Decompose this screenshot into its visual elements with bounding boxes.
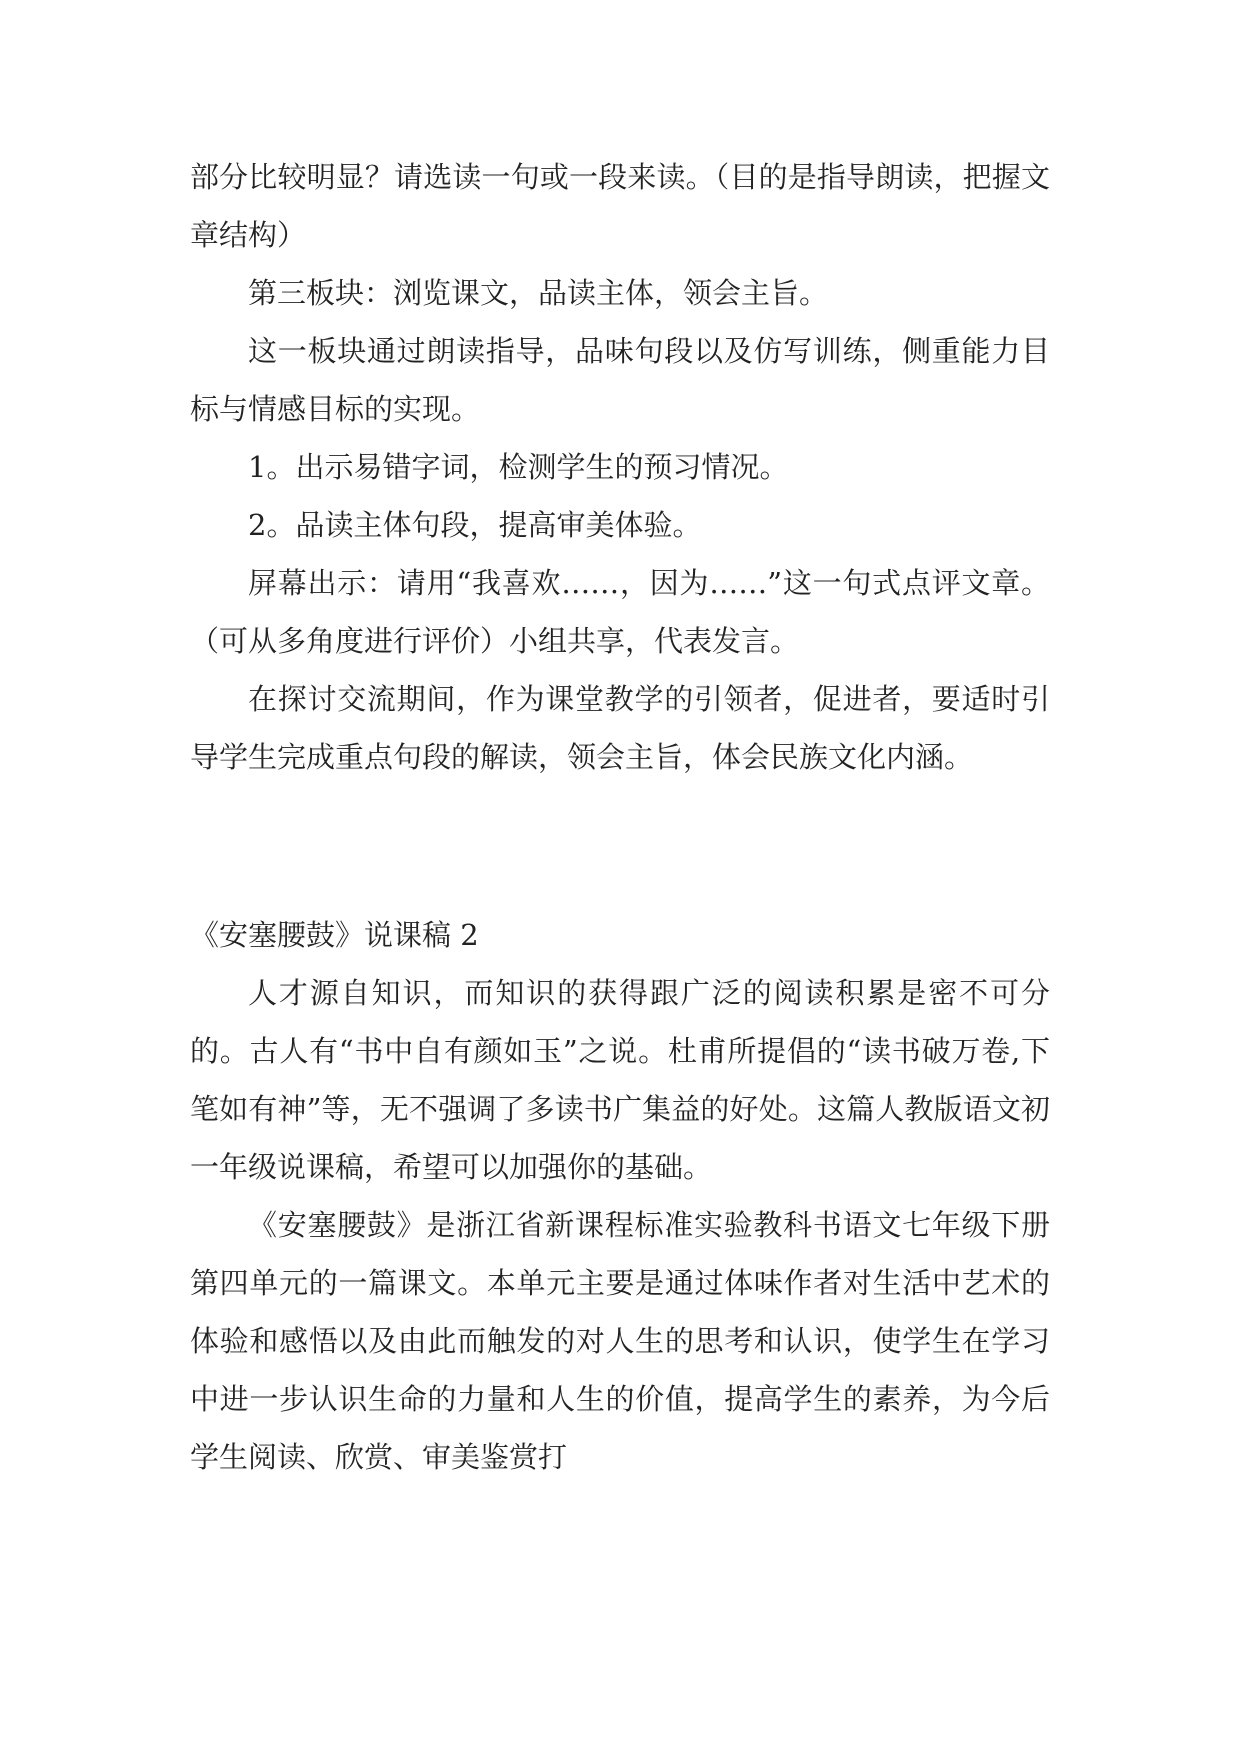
section-heading: 《安塞腰鼓》说课稿 2 — [190, 918, 479, 952]
paragraph: 部分比较明显？请选读一句或一段来读。（目的是指导朗读，把握文章结构） — [190, 160, 1050, 252]
paragraph: 第三板块：浏览课文，品读主体，领会主旨。 — [248, 276, 829, 310]
paragraph: 《安塞腰鼓》是浙江省新课程标准实验教科书语文七年级下册第四单元的一篇课文。本单元主要是通过体味作者对生活中艺术的体验和感悟以及由此而触发的对人生的思考和认识，使学生在学习中进一步认识生命的力量和人生的价值，提高学生的素养，为今后学生阅读、欣赏、审美鉴赏打 — [190, 1208, 1050, 1474]
section-speech-draft-2 — [190, 906, 1050, 1486]
paragraph: 这一板块通过朗读指导，品味句段以及仿写训练，侧重能力目标与情感目标的实现。 — [190, 334, 1050, 426]
paragraph: 2。品读主体句段，提高审美体验。 — [248, 508, 702, 542]
paragraph: 1。出示易错字词，检测学生的预习情况。 — [248, 450, 789, 484]
paragraph: 屏幕出示：请用“我喜欢……，因为……”这一句式点评文章。（可从多角度进行评价）小组共享，代表发言。 — [190, 566, 1050, 658]
section-continued-text — [190, 148, 1050, 786]
paragraph: 人才源自知识，而知识的获得跟广泛的阅读积累是密不可分的。古人有“书中自有颜如玉”之说。杜甫所提倡的“读书破万卷,下笔如有神”等，无不强调了多读书广集益的好处。这篇人教版语文初一年级说课稿，希望可以加强你的基础。 — [190, 976, 1050, 1184]
paragraph: 在探讨交流期间，作为课堂教学的引领者，促进者，要适时引导学生完成重点句段的解读，领会主旨，体会民族文化内涵。 — [190, 682, 1050, 774]
